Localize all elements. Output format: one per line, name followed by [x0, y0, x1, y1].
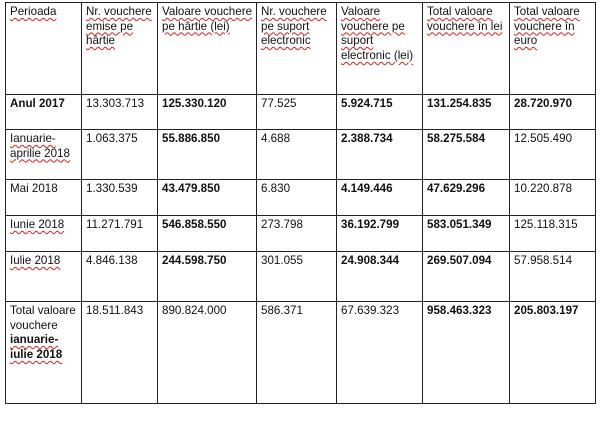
- value-cell: 24.908.344: [337, 252, 423, 302]
- table-row: [6, 252, 596, 302]
- value-cell: 4.846.138: [82, 252, 158, 302]
- value-cell: 5.924.715: [337, 95, 423, 130]
- period-label: Ianuarie-aprilie 2018: [10, 132, 70, 160]
- period-cell: Mai 2018: [6, 180, 82, 216]
- value-cell: 273.798: [257, 216, 337, 252]
- period-cell: [6, 252, 82, 302]
- table-row: [6, 216, 596, 252]
- value-cell: 13.303.713: [82, 95, 158, 130]
- value-cell: 55.886.850: [158, 130, 257, 180]
- value-cell: 6.830: [257, 180, 337, 216]
- period-cell: [6, 130, 82, 180]
- value-cell: 546.858.550: [158, 216, 257, 252]
- table-row: [6, 180, 596, 216]
- header-total-euro: Total valoare vouchere în euro: [514, 5, 580, 48]
- period-cell: [6, 216, 82, 252]
- total-value-cell: 958.463.323: [423, 302, 510, 404]
- period-label: Iulie 2018: [10, 254, 61, 267]
- value-cell: 269.507.094: [423, 252, 510, 302]
- value-cell: 47.629.296: [423, 180, 510, 216]
- value-cell: 4.688: [257, 130, 337, 180]
- value-cell: 4.149.446: [337, 180, 423, 216]
- value-cell: 244.598.750: [158, 252, 257, 302]
- value-cell: 2.388.734: [337, 130, 423, 180]
- table-row: [6, 130, 596, 180]
- value-cell: 131.254.835: [423, 95, 510, 130]
- header-cell: [423, 3, 510, 95]
- header-cell: [158, 3, 257, 95]
- total-label-plain: Total valoare vouchere: [10, 304, 76, 332]
- value-cell: 1.063.375: [82, 130, 158, 180]
- value-cell: 57.958.514: [510, 252, 596, 302]
- value-cell: 77.525: [257, 95, 337, 130]
- total-value-cell: 67.639.323: [337, 302, 423, 404]
- value-cell: 301.055: [257, 252, 337, 302]
- total-label-cell: [6, 302, 82, 404]
- header-cell: [337, 3, 423, 95]
- value-cell: 58.275.584: [423, 130, 510, 180]
- header-valoare-electronic: Valoare vouchere pe suport electronic (lei): [341, 5, 414, 62]
- total-row: [6, 302, 596, 404]
- value-cell: 125.118.315: [510, 216, 596, 252]
- value-cell: 36.192.799: [337, 216, 423, 252]
- header-cell: [6, 3, 82, 95]
- period-cell: Anul 2017: [6, 95, 82, 130]
- value-cell: 10.220.878: [510, 180, 596, 216]
- value-cell: 11.271.791: [82, 216, 158, 252]
- header-cell: [510, 3, 596, 95]
- value-cell: 43.479.850: [158, 180, 257, 216]
- header-cell: [257, 3, 337, 95]
- value-cell: 583.051.349: [423, 216, 510, 252]
- header-nr-vouchere-hartie: Nr. vouchere emise pe hârtie: [86, 5, 152, 48]
- total-value-cell: 890.824.000: [158, 302, 257, 404]
- total-label-period: ianuarie-iulie 2018: [10, 333, 63, 361]
- table-row: [6, 95, 596, 130]
- header-row: [6, 3, 596, 95]
- period-label: Iunie 2018: [10, 218, 65, 231]
- total-value-cell: 205.803.197: [510, 302, 596, 404]
- value-cell: 1.330.539: [82, 180, 158, 216]
- header-cell: [82, 3, 158, 95]
- total-value-cell: 586.371: [257, 302, 337, 404]
- header-total-lei: Total valoare vouchere în lei: [427, 5, 503, 33]
- value-cell: 125.330.120: [158, 95, 257, 130]
- header-perioada: Perioada: [10, 5, 57, 18]
- value-cell: 12.505.490: [510, 130, 596, 180]
- voucher-table: [5, 2, 596, 404]
- value-cell: 28.720.970: [510, 95, 596, 130]
- header-valoare-hartie: Valoare vouchere pe hârtie (lei): [162, 5, 253, 33]
- total-value-cell: 18.511.843: [82, 302, 158, 404]
- header-nr-vouchere-electronic: Nr. vouchere pe suport electronic: [261, 5, 327, 48]
